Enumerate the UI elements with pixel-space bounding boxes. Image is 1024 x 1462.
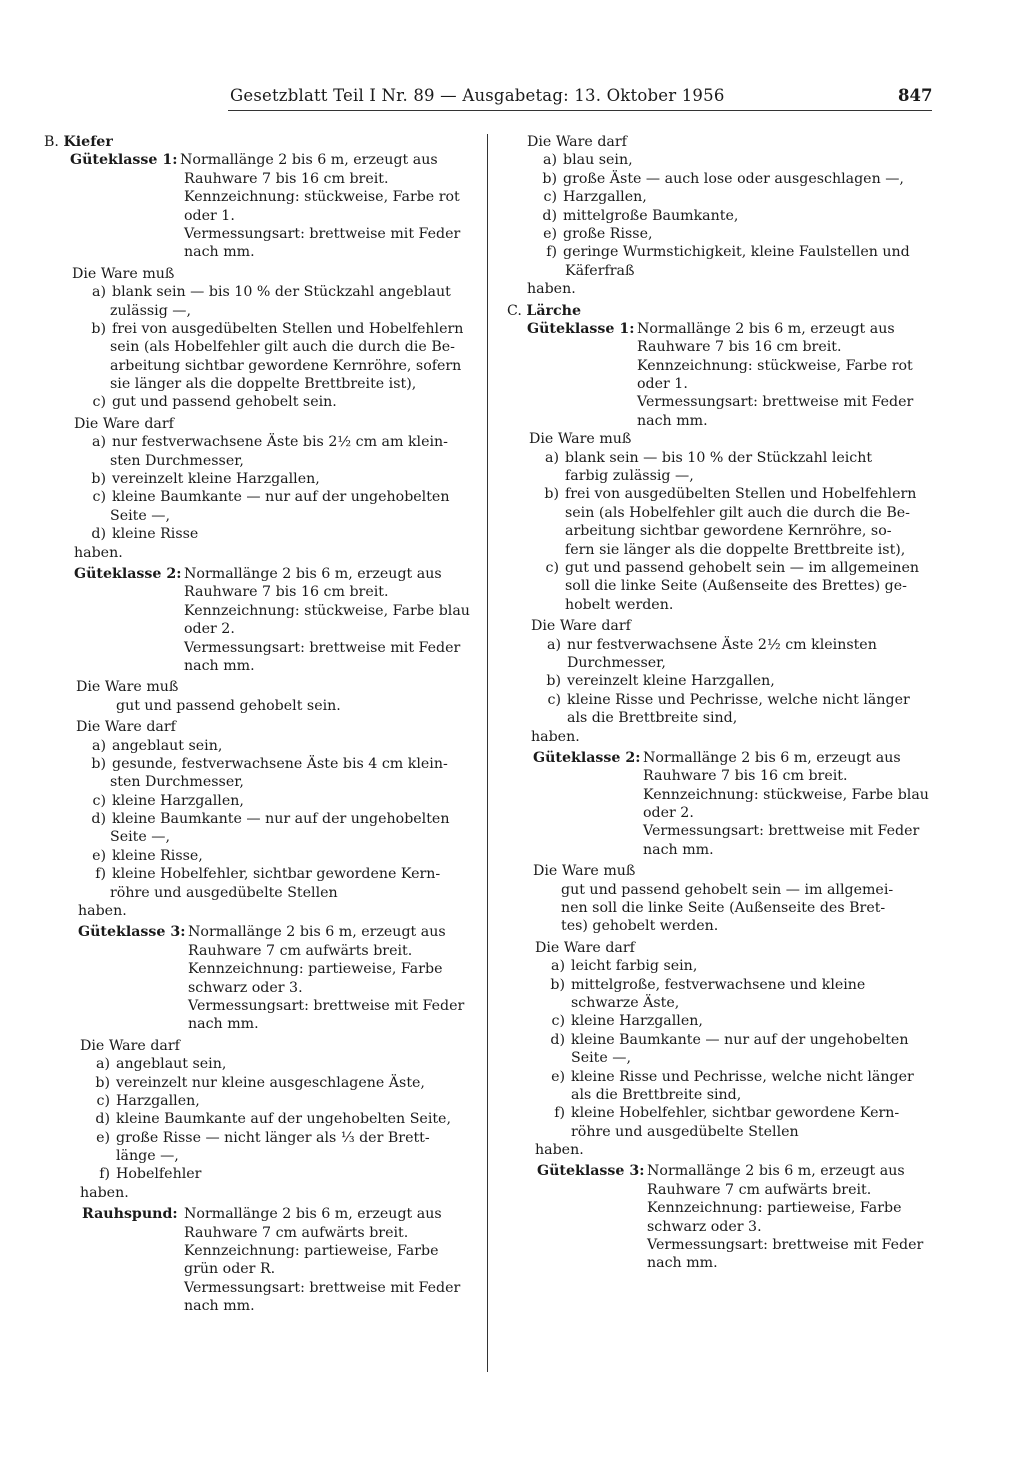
- grade-line: [513, 749, 943, 767]
- grade-line: [513, 1162, 943, 1180]
- item-text: vereinzelt kleine Harzgallen,: [112, 471, 320, 488]
- item-text: kleine Risse,: [112, 847, 203, 864]
- list-item: [513, 170, 943, 188]
- section-letter: B.: [44, 134, 59, 150]
- item-label: a): [92, 434, 106, 451]
- item-text: blank sein — bis 10 % der Stückzahl leicht: [565, 449, 873, 466]
- list-item: [513, 225, 943, 243]
- item-text: kleine Hobelfehler, sichtbar gewordene Kern-: [571, 1105, 900, 1122]
- item-text: mittelgroße Baumkante,: [563, 207, 739, 224]
- list-item: [513, 636, 943, 654]
- list-item: [44, 283, 482, 301]
- item-text: nur festverwachsene Äste 2½ cm kleinsten: [567, 636, 877, 653]
- list-item: [44, 792, 482, 810]
- item-text: angeblaut sein,: [116, 1056, 227, 1073]
- item-text: kleine Baumkante auf der ungehobelten Seite,: [116, 1111, 451, 1128]
- item-label: c): [547, 691, 561, 708]
- item-label: c): [545, 559, 559, 576]
- grade-text: Rauhware 7 cm aufwärts breit.: [647, 1181, 872, 1198]
- item-text: röhre und ausgedübelte Stellen: [571, 1123, 799, 1140]
- list-item: [44, 488, 482, 506]
- grade-text: Normallänge 2 bis 6 m, erzeugt aus: [184, 565, 442, 582]
- list-item: [44, 1074, 482, 1092]
- item-text: gut und passend gehobelt sein — im allgemei-: [561, 881, 894, 898]
- grade-line: [44, 923, 482, 941]
- item-text: als die Brettbreite sind,: [567, 710, 738, 727]
- grade-text: nach mm.: [643, 841, 714, 858]
- item-text: hobelt werden.: [565, 596, 674, 613]
- list-item: [44, 1110, 482, 1128]
- grade-text: Normallänge 2 bis 6 m, erzeugt aus: [647, 1163, 905, 1180]
- haben-text: haben.: [78, 903, 127, 920]
- grade-text: Normallänge 2 bis 6 m, erzeugt aus: [637, 320, 895, 337]
- list-item: [513, 485, 943, 503]
- item-text: kleine Risse: [112, 526, 199, 543]
- grade-label: Rauhspund:: [82, 1206, 178, 1223]
- item-text: fern sie länger als die doppelte Brettbreite ist),: [565, 541, 906, 558]
- grade-text: Rauhware 7 cm aufwärts breit.: [188, 942, 413, 959]
- item-label: b): [544, 486, 559, 503]
- item-text: soll die linke Seite (Außenseite des Brettes) ge-: [565, 578, 907, 595]
- grade-text: nach mm.: [647, 1255, 718, 1272]
- item-text: große Risse,: [563, 225, 653, 242]
- requirement-heading: Die Ware darf: [80, 1037, 180, 1054]
- item-text: kleine Harzgallen,: [112, 792, 244, 809]
- grade-text: nach mm.: [184, 657, 255, 674]
- section-letter: C.: [507, 302, 522, 319]
- item-label: d): [95, 1111, 110, 1128]
- item-text: kleine Harzgallen,: [571, 1013, 703, 1030]
- item-text: Harzgallen,: [563, 189, 647, 206]
- grade-line: [44, 1205, 482, 1223]
- list-item: [513, 691, 943, 709]
- grade-text: Normallänge 2 bis 6 m, erzeugt aus: [180, 152, 438, 169]
- page-header: [0, 86, 1024, 116]
- item-label: b): [91, 320, 106, 337]
- item-text: sein (als Hobelfehler gilt auch die durch die Be-: [110, 339, 455, 356]
- grade-text: oder 1.: [637, 376, 688, 393]
- column-divider: [487, 134, 488, 1372]
- item-text: länge —,: [116, 1148, 179, 1165]
- list-item: [513, 1068, 943, 1086]
- item-text: sie länger als die doppelte Brettbreite ist),: [110, 376, 417, 393]
- list-item: [513, 207, 943, 225]
- grade-line: [44, 151, 482, 169]
- item-text: geringe Wurmstichigkeit, kleine Faulstellen und: [563, 244, 910, 261]
- requirement-heading: Die Ware darf: [74, 415, 174, 432]
- item-text: Harzgallen,: [116, 1092, 200, 1109]
- grade-text: schwarz oder 3.: [647, 1218, 762, 1235]
- item-text: gesunde, festverwachsene Äste bis 4 cm klein-: [112, 755, 448, 772]
- item-text: zulässig —,: [110, 302, 191, 319]
- item-text: röhre und ausgedübelte Stellen: [110, 884, 338, 901]
- item-text: vereinzelt kleine Harzgallen,: [567, 673, 775, 690]
- list-item: [44, 1129, 482, 1147]
- item-label: c): [96, 1092, 110, 1109]
- item-text: kleine Baumkante — nur auf der ungehobelten: [112, 489, 450, 506]
- item-label: b): [91, 755, 106, 772]
- item-label: d): [550, 1031, 565, 1048]
- grade-text: Rauhware 7 cm aufwärts breit.: [184, 1224, 409, 1241]
- haben-text: haben.: [535, 1142, 584, 1159]
- list-item: [513, 957, 943, 975]
- grade-text: Rauhware 7 bis 16 cm breit.: [184, 170, 389, 187]
- item-text: arbeitung sichtbar gewordene Kernröhre, sofern: [110, 357, 462, 374]
- item-text: große Äste — auch lose oder ausgeschlagen —,: [563, 170, 904, 187]
- list-item: [44, 1055, 482, 1073]
- requirement-heading: Die Ware muß: [72, 265, 175, 282]
- grade-text: nach mm.: [184, 244, 255, 261]
- grade-text: oder 1.: [184, 207, 235, 224]
- grade-text: Kennzeichnung: stückweise, Farbe blau: [643, 786, 929, 803]
- grade-text: Vermessungsart: brettweise mit Feder: [637, 394, 914, 411]
- grade-label: Güteklasse 2:: [74, 565, 182, 582]
- header-title: Gesetzblatt Teil I Nr. 89 — Ausgabetag: 13. Oktober 1956: [230, 86, 725, 105]
- list-item: [513, 243, 943, 261]
- item-text: große Risse — nicht länger als ⅓ der Brett-: [116, 1129, 430, 1146]
- item-label: c): [543, 189, 557, 206]
- grade-text: Kennzeichnung: partieweise, Farbe: [188, 961, 443, 978]
- grade-text: Vermessungsart: brettweise mit Feder: [184, 639, 461, 656]
- list-item: [44, 393, 482, 411]
- item-label: b): [546, 673, 561, 690]
- grade-text: Rauhware 7 bis 16 cm breit.: [184, 584, 389, 601]
- item-text: kleine Hobelfehler, sichtbar gewordene Kern-: [112, 866, 441, 883]
- grade-label: Güteklasse 3:: [537, 1163, 645, 1180]
- section-title: Lärche: [526, 302, 581, 319]
- item-label: e): [551, 1068, 565, 1085]
- list-item: [44, 1092, 482, 1110]
- header-rule: [228, 110, 932, 111]
- grade-text: Kennzeichnung: partieweise, Farbe: [647, 1200, 902, 1217]
- item-label: c): [92, 489, 106, 506]
- list-item: [513, 672, 943, 690]
- grade-label: Güteklasse 3:: [78, 924, 186, 941]
- haben-text: haben.: [80, 1184, 129, 1201]
- list-item: [513, 976, 943, 994]
- item-text: nur festverwachsene Äste bis 2½ cm am klein-: [112, 434, 448, 451]
- grade-text: Vermessungsart: brettweise mit Feder: [188, 997, 465, 1014]
- grade-text: Normallänge 2 bis 6 m, erzeugt aus: [188, 924, 446, 941]
- grade-text: oder 2.: [643, 805, 694, 822]
- item-label: a): [92, 284, 106, 301]
- requirement-heading: Die Ware muß: [529, 431, 632, 448]
- item-text: Seite —,: [571, 1050, 631, 1067]
- item-text: Hobelfehler: [116, 1166, 202, 1183]
- item-label: b): [91, 471, 106, 488]
- requirement-heading: Die Ware darf: [531, 618, 631, 635]
- list-item: [44, 847, 482, 865]
- list-item: [44, 737, 482, 755]
- item-text: vereinzelt nur kleine ausgeschlagene Äste,: [116, 1074, 425, 1091]
- item-text: Käferfraß: [565, 262, 635, 279]
- list-item: [44, 865, 482, 883]
- item-text: kleine Baumkante — nur auf der ungehobelten: [571, 1031, 909, 1048]
- grade-text: Rauhware 7 bis 16 cm breit.: [637, 339, 842, 356]
- section-heading: [507, 302, 943, 320]
- item-text: kleine Baumkante — nur auf der ungehobelten: [112, 811, 450, 828]
- item-text: als die Brettbreite sind,: [571, 1086, 742, 1103]
- item-text: Seite —,: [110, 507, 170, 524]
- grade-text: Normallänge 2 bis 6 m, erzeugt aus: [184, 1206, 442, 1223]
- item-label: f): [99, 1166, 110, 1183]
- item-label: b): [95, 1074, 110, 1091]
- grade-text: grün oder R.: [184, 1261, 276, 1278]
- grade-text: Kennzeichnung: partieweise, Farbe: [184, 1243, 439, 1260]
- item-label: b): [542, 170, 557, 187]
- item-text: sten Durchmesser,: [110, 452, 244, 469]
- item-text: Durchmesser,: [567, 654, 666, 671]
- requirement-heading: Die Ware muß: [76, 679, 179, 696]
- section-title: Kiefer: [63, 134, 113, 150]
- grade-line: [44, 565, 482, 583]
- item-label: a): [92, 737, 106, 754]
- list-item: [513, 1012, 943, 1030]
- list-item: [513, 151, 943, 169]
- grade-label: Güteklasse 1:: [527, 320, 635, 337]
- item-label: d): [542, 207, 557, 224]
- list-item: [513, 1104, 943, 1122]
- grade-text: Vermessungsart: brettweise mit Feder: [184, 1279, 461, 1296]
- item-label: d): [91, 811, 106, 828]
- item-text: nen soll die linke Seite (Außenseite des Bret-: [561, 900, 886, 917]
- requirement-heading: Die Ware darf: [76, 719, 176, 736]
- item-text: farbig zulässig —,: [565, 468, 694, 485]
- grade-line: [513, 320, 943, 338]
- item-label: a): [545, 449, 559, 466]
- list-item: [44, 755, 482, 773]
- item-label: a): [543, 152, 557, 169]
- list-item: [513, 449, 943, 467]
- item-text: kleine Risse und Pechrisse, welche nicht länger: [571, 1068, 914, 1085]
- haben-text: haben.: [531, 728, 580, 745]
- item-label: c): [92, 394, 106, 411]
- grade-text: nach mm.: [184, 1298, 255, 1315]
- grade-text: Vermessungsart: brettweise mit Feder: [647, 1237, 924, 1254]
- list-item: [44, 320, 482, 338]
- requirement-heading: Die Ware darf: [535, 939, 635, 956]
- list-item: [44, 810, 482, 828]
- item-label: f): [95, 866, 106, 883]
- list-item: [44, 1165, 482, 1183]
- item-text: schwarze Äste,: [571, 994, 680, 1011]
- grade-text: oder 2.: [184, 621, 235, 638]
- requirement-heading: Die Ware darf: [527, 134, 627, 150]
- grade-text: nach mm.: [637, 412, 708, 429]
- grade-label: Güteklasse 2:: [533, 749, 641, 766]
- grade-text: Rauhware 7 bis 16 cm breit.: [643, 768, 848, 785]
- right-column: [507, 133, 943, 1273]
- item-text: gut und passend gehobelt sein — im allgemeinen: [565, 559, 920, 576]
- grade-text: Normallänge 2 bis 6 m, erzeugt aus: [643, 749, 901, 766]
- item-label: e): [543, 225, 557, 242]
- item-text: kleine Risse und Pechrisse, welche nicht länger: [567, 691, 910, 708]
- list-item: [44, 470, 482, 488]
- grade-text: Vermessungsart: brettweise mit Feder: [184, 225, 461, 242]
- haben-text: haben.: [527, 281, 576, 298]
- item-text: frei von ausgedübelten Stellen und Hobelfehlern: [565, 486, 917, 503]
- item-text: tes) gehobelt werden.: [561, 918, 719, 935]
- item-label: c): [92, 792, 106, 809]
- grade-text: Vermessungsart: brettweise mit Feder: [643, 823, 920, 840]
- grade-text: Kennzeichnung: stückweise, Farbe blau: [184, 602, 470, 619]
- item-text: sten Durchmesser,: [110, 774, 244, 791]
- haben-text: haben.: [74, 544, 123, 561]
- item-text: leicht farbig sein,: [571, 958, 698, 975]
- item-label: f): [546, 244, 557, 261]
- item-label: a): [551, 958, 565, 975]
- item-text: gut und passend gehobelt sein.: [116, 697, 341, 714]
- grade-text: schwarz oder 3.: [188, 979, 303, 996]
- item-label: d): [91, 526, 106, 543]
- item-text: sein (als Hobelfehler gilt auch die durch die Be-: [565, 504, 910, 521]
- left-column: [44, 133, 482, 1316]
- item-text: gut und passend gehobelt sein.: [112, 394, 337, 411]
- item-label: f): [554, 1105, 565, 1122]
- grade-text: Kennzeichnung: stückweise, Farbe rot: [184, 189, 460, 206]
- item-label: b): [550, 976, 565, 993]
- list-item: [513, 1031, 943, 1049]
- item-label: e): [96, 1129, 110, 1146]
- list-item: [44, 525, 482, 543]
- section-heading: [44, 133, 482, 151]
- list-item: [513, 188, 943, 206]
- item-text: blank sein — bis 10 % der Stückzahl angeblaut: [112, 284, 451, 301]
- item-text: mittelgroße, festverwachsene und kleine: [571, 976, 866, 993]
- item-label: a): [547, 636, 561, 653]
- item-label: e): [92, 847, 106, 864]
- list-item: [44, 433, 482, 451]
- page-number: 847: [898, 86, 933, 105]
- item-label: c): [551, 1013, 565, 1030]
- requirement-heading: Die Ware muß: [533, 863, 636, 880]
- grade-label: Güteklasse 1:: [70, 152, 178, 169]
- grade-text: Kennzeichnung: stückweise, Farbe rot: [637, 357, 913, 374]
- item-text: Seite —,: [110, 829, 170, 846]
- item-text: blau sein,: [563, 152, 633, 169]
- item-text: angeblaut sein,: [112, 737, 223, 754]
- item-text: frei von ausgedübelten Stellen und Hobelfehlern: [112, 320, 464, 337]
- grade-text: nach mm.: [188, 1016, 259, 1033]
- list-item: [513, 559, 943, 577]
- item-label: a): [96, 1056, 110, 1073]
- item-text: arbeitung sichtbar gewordene Kernröhre, so-: [565, 523, 892, 540]
